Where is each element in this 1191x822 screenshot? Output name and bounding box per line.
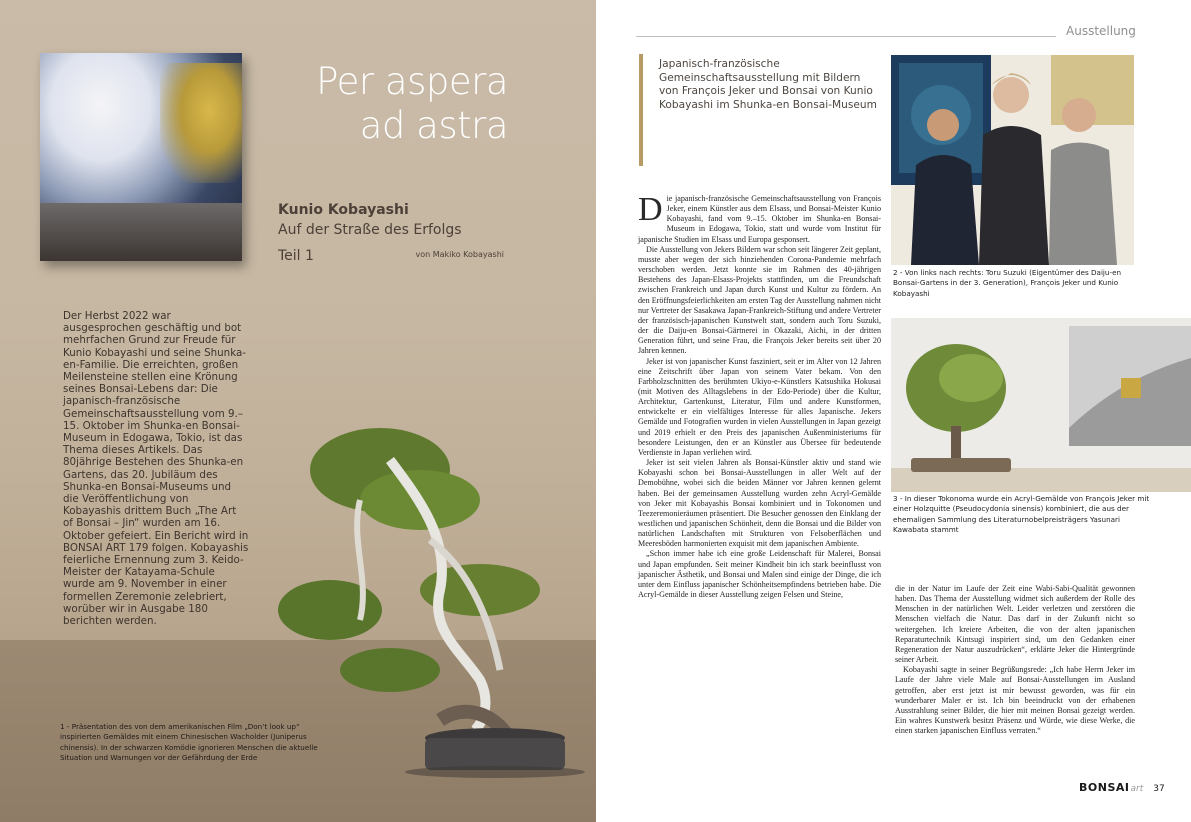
intro-text xyxy=(63,310,249,627)
figure-1-caption xyxy=(60,722,340,764)
body-paragraph: „Schon immer habe ich eine große Leidenschaft für Malerei, Bonsai und Japan empfunden. Seit meiner Kindheit bin ich stark beeinflusst von japanischer Ästhetik, und Bonsai und Malen sind einige der Dinge, die ich unter dem Einfluss japanischer Schönheitsempfindens betrieben habe. Die Acryl-Gemälde in dieser Ausstellung zeigen Felsen und Steine, xyxy=(638,549,881,600)
subhead-part: Teil 1 xyxy=(278,248,314,264)
body-paragraph: Jeker ist seit vielen Jahren als Bonsai-Künstler aktiv und stand wie Kobayashi schon bei Bonsai-Ausstellungen in aller Welt auf der Demobühne, wobei sich die beiden Männer vor Jahren kennen gelernt haben. Bei der gemeinsamen Ausstellung wurden zehn Acryl-Gemälde von Jeker mit Kobayashis Bonsai kombiniert und in Tokonomen und Teezeremonieräumen präsentiert. Die Besucher genossen den Einklang der westlichen und japanischen Schönheit, denn die Bonsai und die Bilder von natürlichen Landschaften mit Strukturen von Felsoberflächen und Meeresböden harmonierten exquisit mit dem japanischen Ambiente. xyxy=(638,458,881,549)
intro-paragraph: Der Herbst 2022 war ausgesprochen geschäftig und bot mehrfachen Grund zur Freude für Kunio Kobayashi und seine Shunka-en-Familie. Die erreichten, großen Meilensteine stellen eine Krönung seines Bonsai-Lebens dar: Die japanisch-französische Gemeinschaftsausstellung vom 9.–15. Oktober im Shunka-en Bonsai-Museum in Edogawa, Tokio, ist das Thema dieses Artikels. Das 80jährige Bestehen des Shunka-en Gartens, das 20. Jubiläum des Shunka-en Bonsai-Museums und die Veröffentlichung von Kobayashis drittem Buch „The Art of Bonsai – Jin“ wurden am 16. Oktober gefeiert. Ein Bericht wird in BONSAI ART 179 folgen. Kobayashis feierliche Ernennung zum 3. Keido-Meister der Katayama-Schule wurde am 9. November in einer formellen Zeremonie zelebriert, worüber wir in Ausgabe 180 berichten werden. xyxy=(63,310,249,628)
body-paragraph: Jeker ist von japanischer Kunst fasziniert, seit er im Alter von 12 Jahren eine Zeitschrift über Japan von seinem Vater bekam. Von den Farbholzschnitten des berühmten Ukiyo-e-Künstlers Katsushika Hokusai (mit Motiven des Alltagslebens in der Edo-Periode) über die Kultur, Architektur, Gartenkunst, Literatur, Film und andere Kunstformen, entwickelte er ein vielfältiges Interesse für alles Japanische. Jekers Gemälde und Fotografien wurden in vielen Ausstellungen in Japan gezeigt und 2019 erhielt er den Preis des japanischen Außenministeriums für besondere Leistungen, den er an Künstler aus Übersee für bedeutende Verdienste in Japan verliehen wird. xyxy=(638,356,881,457)
wall-painting-image xyxy=(40,53,242,261)
lead-box xyxy=(639,54,877,166)
body-column-1 xyxy=(638,191,881,764)
magazine-brand-suffix: art xyxy=(1130,784,1144,794)
subhead-name: Kunio Kobayashi xyxy=(278,202,409,218)
group-photo-image xyxy=(891,55,1134,265)
body-paragraph xyxy=(638,191,881,245)
article-subhead xyxy=(278,202,510,264)
page-number: 37 xyxy=(1153,784,1165,794)
article-title xyxy=(300,60,508,148)
drop-cap: D xyxy=(638,191,663,228)
header-rule xyxy=(636,36,1056,37)
body-paragraph: Die Ausstellung von Jekers Bildern war schon seit längerer Zeit geplant, musste aber wegen der sich hinziehenden Corona-Pandemie mehrfach verschoben werden. Jetzt konnte sie im Rahmen des 40-jährigen Bestehens des Japan-Elsass-Projekts stattfinden, um die Freundschaft zwischen Frankreich und Japan durch Kunst und Kultur zu fördern. An den Eröffnungsfeierlichkeiten am ersten Tag der Ausstellung nahmen nicht nur Vertreter der Sasakawa Japan-Frankreich-Stiftung und andere Vertreter der französisch-japanischen Kunstwelt statt, sondern auch Toru Suzuki, der die Daiju-en Bonsai-Gärtnerei in Okazaki, Aichi, in der dritten Generation führt, und seine Frau, die François Jeker bereits seit über 20 Jahren kennen. xyxy=(638,244,881,356)
body-column-2 xyxy=(895,584,1135,774)
right-page xyxy=(596,0,1191,822)
subhead-subtitle: Auf der Straße des Erfolgs xyxy=(278,222,462,238)
figure-3-caption: 3 - In dieser Tokonoma wurde ein Acryl-Gemälde von François Jeker mit einer Holzquitte (Pseudocydonia sinensis) kombiniert, die aus der ehemaligen Sammlung des Literaturnobelpreisträgers Yasunari Kawabata stammt xyxy=(893,494,1150,535)
lead-text: Japanisch-französische Gemeinschaftsausstellung mit Bildern von François Jeker und Bonsai von Kunio Kobayashi im Shunka-en Bonsai-Museum xyxy=(659,58,877,111)
body-paragraph-text: ie japanisch-französische Gemeinschaftsausstellung von François Jeker, einem Künstler aus dem Elsass, und Bonsai-Meister Kunio Kobayashi, fand vom 9.–15. Oktober im Shunka-en Bonsai-Museum in Edogawa, Tokio, statt und wurde vom Institut für japanische Studien im Elsass und Europa gesponsert. xyxy=(638,194,881,244)
figure-2-caption: 2 - Von links nach rechts: Toru Suzuki (Eigentümer des Daiju-en Bonsai-Gartens in der 3. Generation), François Jeker und Kunio Kobayashi xyxy=(893,268,1122,298)
magazine-brand: BONSAI xyxy=(1079,781,1130,794)
figure-1-caption-text: 1 - Präsentation des von dem amerikanischen Film „Don’t look up“ inspirierten Gemäldes mit einem Chinesischen Wacholder (Juniperus chinensis). In der schwarzen Komödie ignorieren Menschen die aktuelle Situation und Warnungen vor der Gefährdung der Erde xyxy=(60,722,318,763)
page-footer xyxy=(1079,776,1165,795)
article-author: von Makiko Kobayashi xyxy=(415,250,504,259)
section-label: Ausstellung xyxy=(1066,24,1136,38)
body-paragraph: die in der Natur im Laufe der Zeit eine Wabi-Sabi-Qualität gewonnen haben. Das Thema der Ausstellung widmet sich außerdem der Rolle des Menschen in der natürlichen Welt. Leider verletzen und zerstören die Menschen vielfach die Natur. Das darf in der Zukunft nicht so weitergehen. Ich kreiere Arbeiten, die von der alten japanischen Reparaturtechnik Kintsugi inspiriert sind, um den Gedanken einer Regeneration der Natur auszudrücken“, erklärte Jeker die Hintergründe seiner Arbeit. xyxy=(895,584,1135,665)
title-line-2: ad astra xyxy=(359,104,508,147)
title-line-1: Per aspera xyxy=(316,60,508,103)
body-paragraph: Kobayashi sagte in seiner Begrüßungsrede: „Ich habe Herrn Jeker im Laufe der Jahre viele Male auf Bonsai-Ausstellungen im Ausland getroffen, aber erst jetzt ist mir bewusst geworden, was für ein wunderbarer Maler er ist. Ich bin beeindruckt von der erhabenen Ausstrahlung seiner Bilder, die hier mit meinen Bonsai gezeigt werden. Ein wahres Kunstwerk besitzt Präsenz und Würde, wie diese Werke, die einen starken japanischen Einfluss verraten.“ xyxy=(895,665,1135,736)
tokonoma-photo-image xyxy=(891,318,1191,492)
